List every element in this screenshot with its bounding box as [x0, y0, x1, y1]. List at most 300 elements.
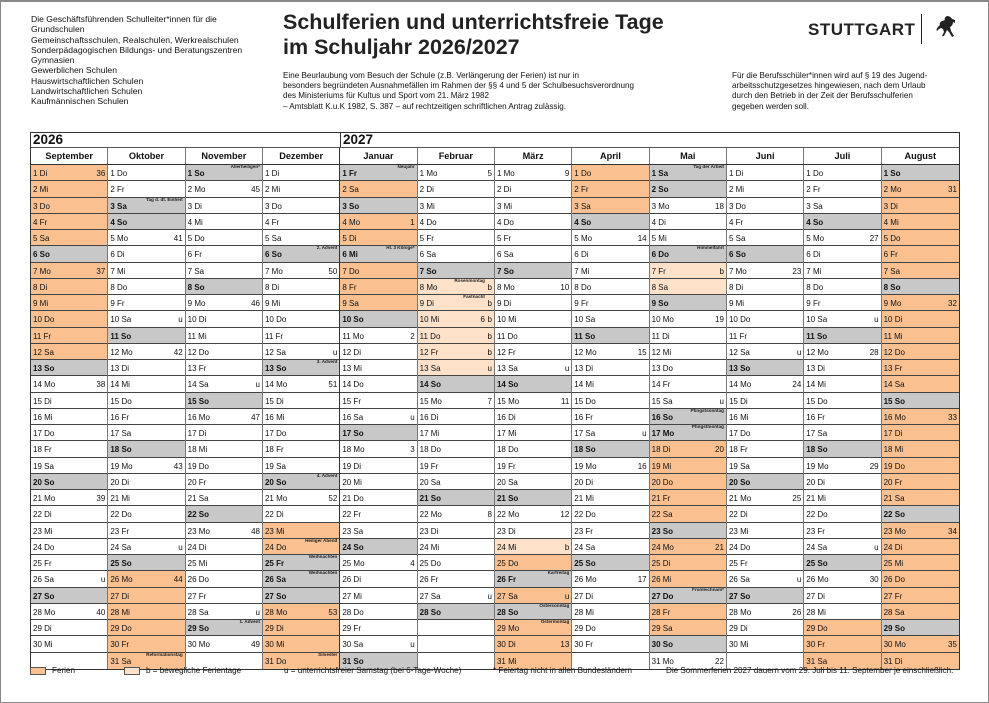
- day-label: 19 Fr: [419, 461, 439, 471]
- note-line: arbeitsschutzgesetzes hingewiesen, nach dem Urlaub: [732, 81, 926, 91]
- day-marker: u: [874, 542, 879, 552]
- day-label: 10 Di: [883, 315, 903, 325]
- day-label: 24 Mi: [496, 542, 517, 552]
- day-cell: [418, 441, 494, 457]
- day-cell: [804, 458, 880, 474]
- day-cell: [495, 474, 571, 490]
- day-label: 19 Sa: [728, 461, 750, 471]
- week-number: 49: [251, 640, 260, 650]
- day-label: 10 Mo: [651, 315, 674, 325]
- day-label: 9 So: [651, 299, 669, 308]
- day-marker: u: [410, 412, 415, 422]
- week-number: 24: [792, 380, 802, 390]
- month-column: [340, 165, 417, 669]
- day-cell: [882, 328, 959, 344]
- holiday-note: Fastnacht: [463, 294, 485, 299]
- day-label: 31 So: [342, 656, 364, 666]
- day-label: 21 Mi: [806, 494, 826, 503]
- day-cell: [108, 165, 184, 181]
- day-cell: [108, 555, 184, 571]
- day-cell: [340, 441, 416, 457]
- recipient-line: Die Geschäftsführenden Schulleiter*innen für die: [31, 14, 217, 24]
- day-cell: [108, 360, 184, 376]
- month-column: [572, 165, 649, 669]
- berufsschule-note: [732, 71, 927, 112]
- week-number: 27: [869, 234, 879, 243]
- day-label: 22 Di: [33, 510, 52, 520]
- day-cell: [495, 636, 571, 652]
- day-label: 4 Fr: [33, 217, 48, 227]
- day-cell: [804, 181, 880, 197]
- day-label: 22 Do: [110, 510, 132, 520]
- day-cell: [495, 344, 571, 360]
- day-label: 30 Fr: [110, 640, 129, 650]
- day-cell: [650, 376, 726, 392]
- day-cell: [186, 360, 262, 376]
- day-cell: [340, 246, 416, 262]
- day-cell: [804, 263, 880, 279]
- day-label: 24 Do: [264, 542, 287, 552]
- day-marker: u: [487, 364, 492, 373]
- day-cell: [186, 214, 262, 230]
- day-cell: [108, 344, 184, 360]
- note-line: Für die Berufsschüler*innen wird auf § 19 des Jugend-: [732, 71, 928, 80]
- day-cell: [186, 198, 262, 214]
- holiday-note: 4. Advent: [316, 472, 338, 478]
- day-cell: [882, 198, 959, 214]
- day-label: 19 Do: [187, 461, 210, 471]
- day-label: 21 Fr: [651, 494, 671, 503]
- day-label: 1 So: [187, 169, 205, 178]
- day-label: 23 Fr: [110, 526, 129, 536]
- week-number: 22: [715, 656, 724, 666]
- day-label: 19 Mo: [806, 461, 829, 471]
- day-marker: b: [564, 542, 570, 552]
- day-label: 30 Mo: [187, 640, 210, 650]
- day-label: 3 Di: [187, 201, 202, 211]
- day-label: 29 So: [883, 624, 905, 633]
- day-cell: [572, 539, 648, 555]
- day-label: 14 Fr: [651, 380, 671, 390]
- day-marker: u: [874, 315, 879, 325]
- day-label: 20 Do: [651, 477, 673, 487]
- day-cell: [31, 311, 107, 327]
- day-cell: [804, 279, 880, 295]
- stuttgart-logo: STUTTGART: [808, 20, 916, 39]
- day-label: 7 Sa: [187, 266, 205, 276]
- day-cell: [727, 393, 803, 409]
- day-cell: [727, 620, 803, 636]
- day-cell: [263, 360, 339, 376]
- day-label: 8 Do: [806, 282, 824, 292]
- week-number: 20: [715, 445, 724, 455]
- day-label: 8 Fr: [342, 282, 357, 292]
- day-cell: [186, 441, 262, 457]
- day-cell: [340, 344, 416, 360]
- day-cell: [650, 490, 726, 506]
- day-label: 5 Do: [187, 234, 205, 243]
- day-label: 12 Mi: [651, 347, 672, 357]
- day-label: 23 Mi: [728, 526, 749, 536]
- day-cell: [572, 198, 648, 214]
- day-label: 9 Mi: [264, 299, 281, 308]
- day-label: 28 Mo: [33, 607, 56, 617]
- day-label: 19 Mi: [651, 461, 672, 471]
- day-label: 30 Sa: [342, 640, 364, 650]
- day-cell: [340, 311, 416, 327]
- day-cell: [495, 539, 571, 555]
- day-cell: [340, 409, 416, 425]
- day-cell: [186, 588, 262, 604]
- day-label: 11 So: [574, 331, 596, 341]
- day-cell: [418, 165, 494, 181]
- day-label: 8 Di: [264, 282, 280, 292]
- day-cell: [804, 393, 880, 409]
- day-cell: [882, 246, 959, 262]
- day-label: 5 Mi: [651, 234, 667, 243]
- day-label: 28 Mi: [574, 607, 594, 617]
- day-label: 19 Sa: [264, 461, 286, 471]
- day-cell: [31, 344, 107, 360]
- day-label: 15 Di: [33, 396, 52, 406]
- day-cell: [340, 490, 416, 506]
- week-number: 25: [792, 494, 802, 503]
- day-label: 21 So: [496, 494, 519, 503]
- day-cell: [418, 523, 494, 539]
- day-label: 17 Mi: [496, 429, 517, 438]
- day-cell: [882, 263, 959, 279]
- week-number: 53: [328, 607, 338, 617]
- month-header: Februar: [418, 148, 495, 164]
- logo-divider: [921, 14, 922, 44]
- day-label: 31 Mi: [496, 656, 517, 666]
- day-marker: b: [487, 315, 492, 325]
- day-label: 8 Mo: [419, 282, 438, 292]
- day-cell: [727, 214, 803, 230]
- day-label: 17 Sa: [110, 429, 132, 438]
- day-cell: [804, 376, 880, 392]
- day-label: 18 Fr: [728, 445, 748, 455]
- day-label: 22 Di: [264, 510, 284, 520]
- month-column: [418, 165, 495, 669]
- week-number: 9: [564, 169, 570, 178]
- day-label: 6 Do: [651, 250, 669, 260]
- day-label: 27 Do: [651, 591, 674, 601]
- day-cell: [418, 393, 494, 409]
- week-number: 51: [328, 380, 338, 390]
- day-cell: [650, 539, 726, 555]
- day-label: 30 Fr: [574, 640, 593, 650]
- day-label: 27 Fr: [883, 591, 903, 601]
- day-cell: [340, 214, 416, 230]
- day-cell: [340, 328, 416, 344]
- day-label: 6 So: [728, 250, 746, 260]
- week-number: 39: [96, 494, 106, 503]
- day-label: 19 Do: [883, 461, 905, 471]
- day-cell: [495, 441, 571, 457]
- day-label: 7 So: [496, 266, 514, 276]
- day-label: 20 Di: [806, 477, 825, 487]
- day-label: 7 Mi: [806, 266, 822, 276]
- week-number: 26: [792, 607, 802, 617]
- day-label: 29 So: [187, 624, 209, 633]
- day-cell: [186, 636, 262, 652]
- day-cell: [572, 441, 648, 457]
- day-label: 22 Mo: [419, 510, 442, 520]
- day-cell: [650, 344, 726, 360]
- day-cell: [108, 458, 184, 474]
- day-label: 23 Di: [496, 526, 516, 536]
- month-column: [804, 165, 881, 669]
- week-number: 42: [173, 347, 183, 357]
- day-marker: b: [487, 347, 492, 357]
- day-label: 20 So: [33, 477, 55, 487]
- day-cell: [418, 311, 494, 327]
- day-cell: [340, 279, 416, 295]
- day-cell: [495, 263, 571, 279]
- holiday-note: Weihnachten: [308, 570, 338, 576]
- month-header-row: [31, 148, 959, 165]
- day-cell: [108, 328, 184, 344]
- month-header: August: [904, 151, 937, 161]
- day-cell: [572, 393, 648, 409]
- day-label: 25 So: [806, 559, 828, 568]
- week-number: 52: [328, 494, 338, 503]
- day-cell: [31, 441, 107, 457]
- day-cell: [186, 376, 262, 392]
- day-cell: [650, 555, 726, 571]
- day-label: 22 Do: [806, 510, 828, 520]
- month-column: [727, 165, 804, 669]
- day-label: 21 Do: [342, 494, 364, 503]
- day-label: 8 Mo: [496, 282, 515, 292]
- holiday-note: Rosenmontag: [454, 277, 485, 283]
- day-label: 23 Fr: [574, 526, 593, 536]
- day-cell: [108, 246, 184, 262]
- day-cell: [340, 636, 416, 652]
- day-cell: [882, 636, 959, 652]
- day-cell: [727, 474, 803, 490]
- holiday-note: Pfingstmontag: [691, 424, 724, 429]
- day-label: 1 Mo: [496, 169, 515, 178]
- day-cell: [650, 620, 726, 636]
- intro-line: Eine Beurlaubung vom Besuch der Schule (z.B. Verlängerung der Ferien) ist nur in: [283, 71, 580, 80]
- day-label: 17 Di: [883, 429, 903, 438]
- day-cell: [495, 376, 571, 392]
- day-cell: [650, 165, 726, 181]
- day-cell: [882, 311, 959, 327]
- day-cell: [108, 376, 184, 392]
- day-cell: [804, 506, 880, 522]
- day-cell: [418, 295, 494, 311]
- day-label: 22 Di: [728, 510, 748, 520]
- day-label: 3 Di: [883, 201, 898, 211]
- day-cell: [495, 360, 571, 376]
- day-label: 3 Sa: [574, 201, 591, 211]
- holiday-note: Heiliger Abend: [305, 537, 338, 543]
- day-label: 31 Sa: [110, 656, 132, 666]
- day-cell: [495, 490, 571, 506]
- year-label-2027: 2027: [343, 132, 374, 147]
- day-label: 8 Do: [574, 282, 592, 292]
- day-cell: [340, 165, 416, 181]
- week-number: 4: [410, 559, 415, 568]
- day-cell: [108, 263, 184, 279]
- day-label: 25 Fr: [264, 559, 285, 568]
- day-cell: [263, 490, 339, 506]
- day-cell: [495, 620, 571, 636]
- day-label: 1 Fr: [342, 169, 357, 178]
- day-label: 14 So: [419, 380, 441, 390]
- day-cell: [263, 263, 339, 279]
- day-label: 30 Mo: [883, 640, 906, 650]
- day-label: 18 Di: [651, 445, 671, 455]
- day-label: 6 So: [33, 250, 50, 260]
- day-label: 11 Mi: [187, 331, 207, 341]
- day-label: 6 Fr: [187, 250, 202, 260]
- day-cell: [186, 230, 262, 246]
- month-header: Juli: [804, 148, 881, 164]
- week-number: 3: [410, 445, 415, 455]
- day-label: 13 Di: [110, 364, 130, 373]
- month-header: Dezember: [263, 148, 340, 164]
- day-label: 24 Mo: [651, 542, 674, 552]
- day-label: 9 Mi: [728, 299, 745, 308]
- day-label: 22 Mo: [496, 510, 520, 520]
- day-label: 15 Di: [728, 396, 748, 406]
- day-label: 24 Do: [33, 542, 55, 552]
- day-cell: [882, 279, 959, 295]
- day-label: 27 Sa: [496, 591, 518, 601]
- day-label: 14 Do: [342, 380, 364, 390]
- day-label: 20 Mi: [342, 477, 362, 487]
- day-label: 20 Di: [574, 477, 593, 487]
- day-cell: [108, 588, 184, 604]
- day-cell: [31, 198, 107, 214]
- day-cell: [572, 311, 648, 327]
- day-cell: [882, 230, 959, 246]
- day-label: 31 Di: [883, 656, 903, 666]
- day-label: 23 Fr: [806, 526, 825, 536]
- day-cell: [882, 165, 959, 181]
- day-label: 11 So: [110, 331, 132, 341]
- day-cell: [418, 409, 494, 425]
- day-label: 9 Mi: [33, 299, 49, 308]
- day-label: 1 Do: [806, 169, 824, 178]
- day-label: 16 Mi: [264, 412, 285, 422]
- day-label: 20 Di: [110, 477, 130, 487]
- day-label: 1 So: [883, 169, 901, 178]
- day-label: 29 Do: [110, 624, 132, 633]
- day-label: 18 Mi: [187, 445, 208, 455]
- day-label: 28 Mo: [728, 607, 752, 617]
- day-label: 7 Mi: [574, 266, 590, 276]
- day-cell: [882, 588, 959, 604]
- day-label: 24 Di: [187, 542, 207, 552]
- day-cell: [418, 555, 494, 571]
- day-label: 29 Di: [728, 624, 748, 633]
- day-label: 29 Fr: [342, 624, 361, 633]
- day-cell: [263, 181, 339, 197]
- day-label: 14 So: [496, 380, 519, 390]
- day-cell: [572, 344, 648, 360]
- day-cell: [263, 279, 339, 295]
- day-label: 27 So: [264, 591, 287, 601]
- note-line: durch den Betrieb in der Zeit der Berufsschulferien: [732, 91, 913, 101]
- day-cell: [340, 458, 416, 474]
- week-number: 1: [410, 217, 415, 227]
- legend-beweglich-label: b = bewegliche Ferientage: [146, 666, 242, 675]
- week-number: 8: [487, 510, 492, 520]
- day-cell: [263, 604, 339, 620]
- week-number: 16: [637, 461, 647, 471]
- day-cell: [727, 279, 803, 295]
- week-number: 40: [96, 607, 106, 617]
- day-label: 19 Mo: [574, 461, 597, 471]
- day-label: 9 Fr: [806, 299, 821, 308]
- day-label: 26 Mo: [110, 575, 133, 585]
- week-number: 29: [869, 461, 879, 471]
- beweglich-swatch: [124, 667, 140, 675]
- month-header: April: [572, 148, 649, 164]
- holiday-note: 2. Advent: [316, 245, 338, 251]
- day-cell: [186, 165, 262, 181]
- day-label: 15 So: [187, 396, 209, 406]
- day-cell: [108, 571, 184, 587]
- day-label: 4 Do: [496, 217, 514, 227]
- day-cell: [418, 588, 494, 604]
- day-label: 3 Sa: [110, 201, 127, 211]
- day-cell: [108, 393, 184, 409]
- year-label-2026: 2026: [31, 133, 341, 147]
- day-cell: [804, 198, 880, 214]
- day-label: 12 Do: [883, 347, 905, 357]
- day-label: 10 Sa: [110, 315, 132, 325]
- day-cell: [650, 441, 726, 457]
- day-marker: b: [487, 282, 492, 292]
- day-cell: [650, 458, 726, 474]
- day-label: 23 Di: [419, 526, 439, 536]
- day-cell: [418, 328, 494, 344]
- holiday-note: Ostermontag: [540, 619, 570, 624]
- day-cell: [418, 198, 494, 214]
- day-label: 3 Do: [33, 201, 50, 211]
- day-cell: [727, 295, 803, 311]
- day-cell: [418, 230, 494, 246]
- day-label: 17 Di: [187, 429, 207, 438]
- day-cell: [572, 571, 648, 587]
- day-label: 13 Do: [651, 364, 673, 373]
- day-cell: [418, 474, 494, 490]
- day-cell: [727, 246, 803, 262]
- day-label: 30 Mi: [33, 640, 53, 650]
- day-cell: [31, 571, 107, 587]
- day-cell: [31, 523, 107, 539]
- day-label: 14 Mi: [110, 380, 130, 390]
- day-label: 29 Sa: [651, 624, 673, 633]
- day-label: 3 Do: [264, 201, 282, 211]
- day-cell: [186, 246, 262, 262]
- day-label: 2 Fr: [110, 185, 125, 195]
- day-cell: [31, 458, 107, 474]
- day-label: 16 So: [651, 412, 673, 422]
- day-label: 22 Fr: [342, 510, 361, 520]
- day-label: 12 Sa: [728, 347, 750, 357]
- day-cell: [495, 279, 571, 295]
- day-label: 13 So: [728, 364, 751, 373]
- day-cell: [572, 409, 648, 425]
- day-cell: [108, 474, 184, 490]
